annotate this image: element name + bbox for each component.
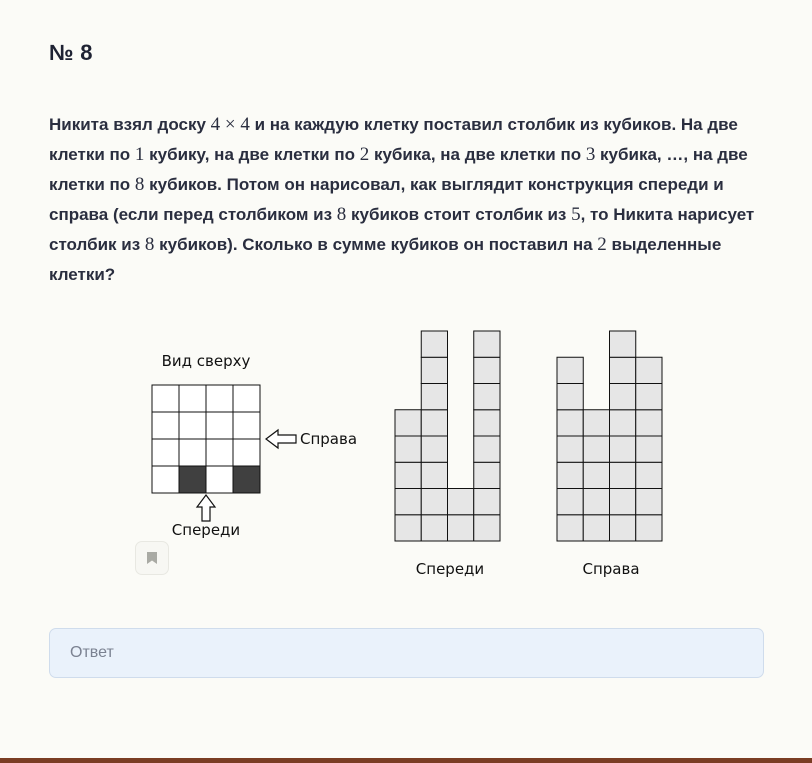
right-view-cube: [610, 515, 636, 541]
front-view-cube: [474, 384, 500, 410]
task-math: 4 × 4: [210, 114, 250, 135]
bookmark-icon: [146, 551, 158, 565]
right-view-cube: [610, 436, 636, 462]
task-text-part: и на каждую клетку поставил столбик из кубиков. На две клетки по: [49, 115, 738, 164]
front-view-cube: [448, 489, 474, 515]
right-view-cube: [610, 384, 636, 410]
right-view-blocks: [557, 331, 662, 541]
top-view-cell: [179, 412, 206, 439]
top-view-cell: [233, 385, 260, 412]
front-view-cube: [421, 410, 447, 436]
task-text: [49, 110, 769, 290]
front-view-cube: [395, 410, 421, 436]
right-view-cube: [557, 436, 583, 462]
top-view-cell: [233, 439, 260, 466]
top-view-cell: [206, 385, 233, 412]
bottom-bar: [0, 758, 812, 763]
front-view-cube: [395, 436, 421, 462]
right-view-cube: [636, 357, 662, 383]
task-text-part: кубиков. Потом он нарисовал, как выглядит конструкция спереди и справа (если перед столбиком из: [49, 175, 724, 224]
front-view-cube: [474, 489, 500, 515]
front-view-blocks: [395, 331, 500, 541]
right-view-cube: [583, 515, 609, 541]
top-view-cell: [206, 412, 233, 439]
front-view-cube: [474, 436, 500, 462]
right-view-cube: [636, 515, 662, 541]
right-view-cube: [636, 384, 662, 410]
front-view-cube: [395, 489, 421, 515]
front-view-cube: [421, 331, 447, 357]
front-view-cube: [448, 515, 474, 541]
front-view-cube: [421, 436, 447, 462]
task-text-part: кубиков стоит столбик из: [346, 205, 572, 224]
front-view-cube: [474, 515, 500, 541]
right-view-cube: [557, 357, 583, 383]
front-view-cube: [474, 357, 500, 383]
top-view-cell: [152, 385, 179, 412]
task-title: № 8: [49, 40, 93, 65]
arrow-right-icon: [266, 430, 296, 448]
bookmark-button[interactable]: [135, 541, 169, 575]
task-figure: [140, 325, 680, 585]
task-text-part: кубику, на две клетки по: [144, 145, 360, 164]
front-view-cube: [421, 462, 447, 488]
top-view-cell: [179, 385, 206, 412]
task-text-part: , то Никита нарисует столбик из: [49, 205, 755, 254]
front-view-cube: [395, 462, 421, 488]
task-math: 2: [597, 234, 607, 255]
task-text-part: кубиков). Сколько в сумме кубиков он поставил на: [154, 235, 598, 254]
right-view-cube: [583, 489, 609, 515]
front-view-cube: [421, 515, 447, 541]
task-math: 2: [359, 144, 370, 165]
front-view-cube: [421, 489, 447, 515]
right-view-cube: [557, 462, 583, 488]
front-view-cube: [395, 515, 421, 541]
right-view-cube: [610, 410, 636, 436]
front-view-cube: [474, 462, 500, 488]
right-view-cube: [610, 331, 636, 357]
figure-canvas: [140, 325, 680, 585]
front-view-cube: [421, 384, 447, 410]
right-view-cube: [610, 489, 636, 515]
answer-input[interactable]: [49, 628, 764, 678]
task-math: 8: [336, 204, 347, 225]
right-view-cube: [557, 489, 583, 515]
front-view-cube: [421, 357, 447, 383]
front-view-label: Спереди: [415, 560, 485, 578]
right-view-cube: [610, 462, 636, 488]
top-view-grid: [152, 385, 260, 493]
task-math: 8: [144, 234, 155, 255]
top-view-cell: [206, 439, 233, 466]
top-view-cell: [152, 439, 179, 466]
right-view-cube: [636, 410, 662, 436]
right-view-cube: [583, 462, 609, 488]
front-view-cube: [474, 331, 500, 357]
right-view-cube: [636, 436, 662, 462]
top-view-cell: [233, 412, 260, 439]
right-view-cube: [583, 410, 609, 436]
arrow-front-label: Спереди: [171, 521, 241, 539]
right-view-cube: [557, 384, 583, 410]
task-math: 5: [571, 204, 581, 225]
task-math: 1: [134, 144, 145, 165]
right-view-cube: [557, 515, 583, 541]
top-view-highlighted-cell: [179, 466, 206, 493]
right-view-cube: [557, 410, 583, 436]
top-view-highlighted-cell: [233, 466, 260, 493]
right-view-cube: [636, 489, 662, 515]
task-math: 8: [134, 174, 145, 195]
task-text-part: кубика, на две клетки по: [369, 145, 586, 164]
task-math: 3: [585, 144, 596, 165]
front-view-cube: [474, 410, 500, 436]
top-view-cell: [206, 466, 233, 493]
top-view-cell: [152, 466, 179, 493]
task-text-part: кубика, …, на две клетки по: [49, 145, 748, 194]
arrow-right-label: Справа: [300, 430, 358, 448]
right-view-cube: [610, 357, 636, 383]
task-text-part: выделенные клетки?: [49, 235, 722, 284]
top-view-cell: [179, 439, 206, 466]
top-view-label: Вид сверху: [161, 352, 251, 370]
task-text-part: Никита взял доску: [49, 115, 211, 134]
arrow-up-icon: [197, 495, 215, 521]
right-view-label: Справа: [582, 560, 640, 578]
right-view-cube: [583, 436, 609, 462]
right-view-cube: [636, 462, 662, 488]
top-view-cell: [152, 412, 179, 439]
